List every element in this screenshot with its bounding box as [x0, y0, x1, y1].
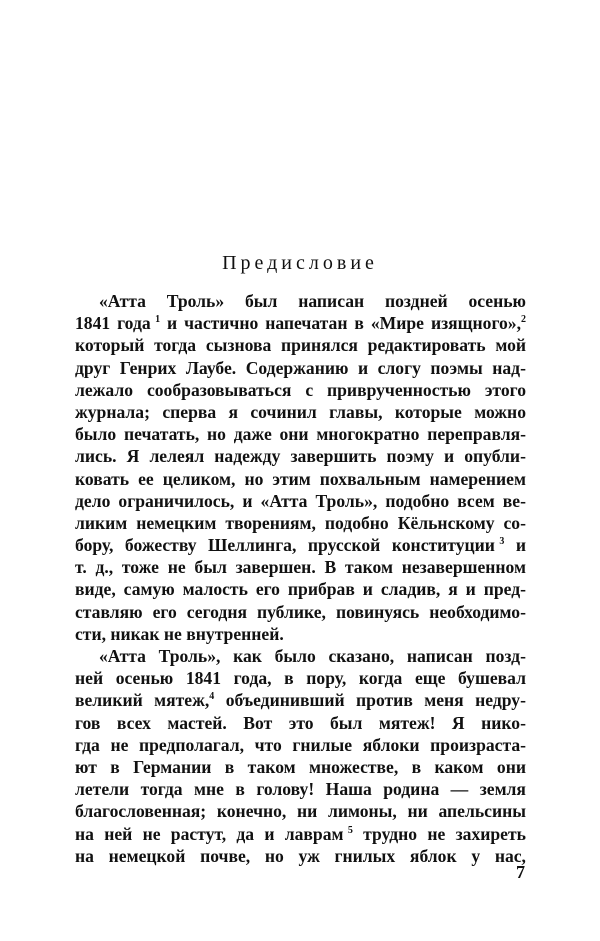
- word: завершен.: [235, 557, 316, 578]
- word: Содержанию: [245, 357, 349, 378]
- word: был: [244, 291, 278, 311]
- word: яблоки: [362, 734, 420, 755]
- word: целиком,: [162, 468, 236, 489]
- text-line: [75, 845, 526, 867]
- word: немецким: [136, 512, 217, 533]
- word: над-: [492, 357, 526, 378]
- word: напечатан: [265, 313, 348, 334]
- word: многократно: [316, 424, 420, 445]
- word: благословенная;: [75, 801, 207, 822]
- word: ни: [297, 801, 318, 822]
- word: печатать,: [123, 424, 200, 445]
- word: в: [411, 756, 422, 777]
- text-line: [75, 689, 526, 711]
- word: можно: [474, 401, 526, 422]
- word: еще: [414, 668, 446, 689]
- word: не: [163, 623, 182, 644]
- text-line: [75, 334, 526, 356]
- word: апельсины: [438, 801, 526, 822]
- page-heading: Предисловие: [222, 252, 378, 274]
- word: как: [233, 646, 262, 666]
- word: объединивший: [225, 690, 345, 711]
- word: с: [305, 379, 314, 400]
- word: это: [288, 712, 314, 733]
- word: почве,: [200, 845, 251, 866]
- word: уж: [298, 845, 320, 866]
- text-line: [75, 734, 526, 756]
- word-with-footnote: конституции $^3$: [391, 535, 505, 556]
- word: поздней: [384, 291, 448, 311]
- word: слогу: [377, 357, 421, 378]
- word: они: [496, 756, 526, 777]
- word: повинуясь: [335, 601, 420, 622]
- word: в: [284, 668, 294, 689]
- word: не: [427, 823, 446, 844]
- word: летели: [75, 779, 130, 800]
- word: и: [357, 357, 369, 378]
- word: ликим: [75, 512, 128, 533]
- text-line: [75, 667, 526, 689]
- text-line: [75, 312, 526, 334]
- word: сообразовываться: [146, 379, 292, 400]
- word: подобно: [324, 512, 389, 533]
- word: поэмы: [430, 357, 483, 378]
- word: и: [264, 823, 275, 844]
- word: меня: [424, 690, 464, 711]
- word-with-footnote: года $^1$: [117, 313, 161, 334]
- text-line: [75, 756, 526, 778]
- word: был: [194, 557, 227, 578]
- word: его: [255, 579, 280, 600]
- word: необходимо-: [429, 601, 526, 622]
- word: т.: [75, 557, 87, 578]
- word: мне: [194, 779, 224, 800]
- text-line: [75, 423, 526, 445]
- word: Германии: [133, 756, 212, 777]
- word: немецкой: [108, 845, 186, 866]
- word: творениям,: [225, 512, 316, 533]
- word: со-: [503, 512, 526, 533]
- word: 1841: [75, 313, 111, 334]
- word: ют: [75, 756, 97, 777]
- word: незавершенном: [401, 557, 526, 578]
- word: «Атта: [99, 646, 146, 666]
- word: сочинил: [250, 401, 317, 422]
- word: позд-: [485, 646, 526, 666]
- word: но: [207, 424, 226, 445]
- text-line: [75, 556, 526, 578]
- word: тоже: [121, 557, 159, 578]
- footnote-marker: 1: [155, 314, 161, 326]
- word: гнилых: [334, 845, 396, 866]
- word: и: [465, 579, 476, 600]
- word: ее: [138, 468, 154, 489]
- word: «Атта: [99, 291, 146, 311]
- word: не: [110, 734, 129, 755]
- word: д.,: [95, 557, 114, 578]
- word: родина: [383, 779, 440, 800]
- word: не: [142, 823, 161, 844]
- word: в: [224, 756, 235, 777]
- word: похвальным: [319, 468, 421, 489]
- word: главы,: [329, 401, 383, 422]
- word: которые: [394, 401, 462, 422]
- word: каком: [434, 756, 484, 777]
- word: и: [362, 579, 373, 600]
- word: его: [152, 601, 177, 622]
- word: божеству: [124, 535, 197, 556]
- word: не: [167, 557, 186, 578]
- word: пред-: [483, 579, 526, 600]
- word-with-footnote: лаврам $^5$: [284, 823, 353, 844]
- word: пору,: [306, 668, 347, 689]
- word: таком: [344, 557, 393, 578]
- word: мой: [495, 335, 526, 356]
- text-line: [75, 778, 526, 800]
- word: трудно: [363, 823, 418, 844]
- word: этим: [272, 468, 311, 489]
- word: гов: [75, 712, 101, 733]
- word: но: [264, 845, 284, 866]
- word: конечно,: [216, 801, 287, 822]
- word: сти,: [75, 623, 106, 644]
- word: сказано,: [328, 646, 395, 666]
- word: ней: [104, 823, 133, 844]
- word: и: [242, 490, 253, 511]
- word: ограничилось,: [118, 490, 235, 511]
- word: «Мире: [370, 313, 424, 334]
- word: частично: [184, 313, 259, 334]
- word: я: [448, 579, 458, 600]
- word: сегодня: [186, 601, 247, 622]
- word: 1841: [185, 668, 222, 689]
- word: множестве,: [309, 756, 399, 777]
- word: ни: [407, 801, 428, 822]
- text-line: [75, 379, 526, 401]
- word: самую: [123, 579, 175, 600]
- word: ней: [75, 668, 104, 689]
- footnote-marker: 4: [209, 691, 215, 703]
- word: Я: [451, 712, 465, 733]
- word: предполагал,: [139, 734, 244, 755]
- word: гда: [75, 734, 100, 755]
- word: нико-: [481, 712, 526, 733]
- word: гнилые: [292, 734, 353, 755]
- word: ставляю: [75, 601, 143, 622]
- word: на: [75, 823, 94, 844]
- text-line: [75, 800, 526, 822]
- word: надежду: [214, 446, 281, 467]
- word: года,: [233, 668, 272, 689]
- text-line: [75, 645, 526, 667]
- word: прусской: [307, 535, 381, 556]
- text-line: [75, 401, 526, 423]
- word: нас,: [494, 845, 526, 866]
- word: был: [330, 712, 363, 733]
- word: Генрих: [119, 357, 177, 378]
- word: дело: [75, 490, 111, 511]
- word: лелеял: [149, 446, 205, 467]
- word: тогда: [154, 335, 197, 356]
- text-body: [75, 290, 526, 867]
- footnote-marker: 3: [499, 536, 505, 548]
- word: даже: [233, 424, 272, 445]
- word: друг: [75, 357, 111, 378]
- text-line: [75, 490, 526, 512]
- word: подобно: [385, 490, 450, 511]
- word: лимоны,: [327, 801, 397, 822]
- word: всех: [116, 712, 151, 733]
- word: и: [167, 313, 178, 334]
- word: Троль»,: [158, 646, 221, 666]
- word: голову!: [256, 779, 315, 800]
- word: ковать: [75, 468, 130, 489]
- word: В: [324, 557, 337, 578]
- word: было: [75, 424, 117, 445]
- text-line: [75, 623, 526, 645]
- word: осенью: [468, 291, 526, 311]
- text-line: [75, 290, 526, 312]
- word: прибрав: [287, 579, 355, 600]
- word: Вот: [243, 712, 273, 733]
- word: виде,: [75, 579, 116, 600]
- word: малость: [182, 579, 248, 600]
- text-line: [75, 445, 526, 467]
- word: намерением: [429, 468, 526, 489]
- text-line: [75, 712, 526, 734]
- word: переправля-: [427, 424, 526, 445]
- word: яблок: [409, 845, 457, 866]
- word: у: [471, 845, 481, 866]
- word: я: [228, 401, 239, 422]
- word: написан: [298, 291, 365, 311]
- word: «Атта: [260, 490, 308, 511]
- word: Троль»: [166, 291, 225, 311]
- word: мятеж!: [378, 712, 436, 733]
- word: на: [75, 845, 94, 866]
- word: и: [515, 535, 526, 556]
- word: и: [443, 446, 455, 467]
- word: мастей.: [167, 712, 227, 733]
- word: никак: [110, 623, 160, 644]
- word: но: [244, 468, 264, 489]
- word: было: [274, 646, 316, 666]
- word: Наша: [325, 779, 372, 800]
- word: сперва: [162, 401, 217, 422]
- word: всем: [457, 490, 495, 511]
- word: великий: [75, 690, 143, 711]
- word: принялся: [281, 335, 358, 356]
- word: да: [236, 823, 255, 844]
- text-line: [75, 357, 526, 379]
- word: сызнова: [205, 335, 272, 356]
- word: тогда: [140, 779, 183, 800]
- word: лежало: [75, 379, 134, 400]
- text-line: [75, 823, 526, 845]
- word: Кёльнскому: [397, 512, 495, 533]
- word: произраста-: [430, 734, 526, 755]
- word: осенью: [115, 668, 174, 689]
- word: что: [254, 734, 282, 755]
- word: Лаубе.: [185, 357, 237, 378]
- word: лись.: [75, 446, 117, 467]
- word: завершить: [290, 446, 377, 467]
- word: Шеллинга,: [208, 535, 297, 556]
- word: против: [356, 690, 413, 711]
- word: написан: [406, 646, 473, 666]
- text-line: [75, 601, 526, 623]
- word: бору,: [75, 535, 114, 556]
- word: поэму: [386, 446, 434, 467]
- text-line: [75, 468, 526, 490]
- page-number: 7: [516, 862, 525, 882]
- word: недру-: [475, 690, 526, 711]
- word: Троль»,: [315, 490, 378, 511]
- word: журнала;: [75, 401, 150, 422]
- word: таком: [247, 756, 296, 777]
- word: бушевал: [458, 668, 526, 689]
- word: редактировать: [367, 335, 486, 356]
- word: опубли-: [464, 446, 526, 467]
- word: Я: [126, 446, 140, 467]
- word: ве-: [502, 490, 526, 511]
- text-line: [75, 512, 526, 534]
- word: в: [235, 779, 245, 800]
- word: в: [354, 313, 364, 334]
- word: —: [450, 779, 469, 800]
- word: захиреть: [455, 823, 526, 844]
- word: они: [279, 424, 309, 445]
- text-line: [75, 534, 526, 556]
- word: растут,: [170, 823, 227, 844]
- word-with-footnote: мятеж,$^4$: [154, 690, 215, 711]
- word: внутренней.: [186, 623, 284, 644]
- word: публике,: [256, 601, 326, 622]
- word: этого: [484, 379, 526, 400]
- word: земля: [479, 779, 526, 800]
- footnote-marker: 5: [347, 824, 353, 836]
- word: в: [110, 756, 120, 777]
- word: который: [75, 335, 145, 356]
- footnote-marker: 2: [521, 314, 526, 326]
- word: когда: [358, 668, 403, 689]
- word: сладив,: [380, 579, 441, 600]
- text-line: [75, 578, 526, 600]
- word-with-footnote: изящного»,$^2$: [430, 313, 526, 334]
- word: приврученностью: [327, 379, 471, 400]
